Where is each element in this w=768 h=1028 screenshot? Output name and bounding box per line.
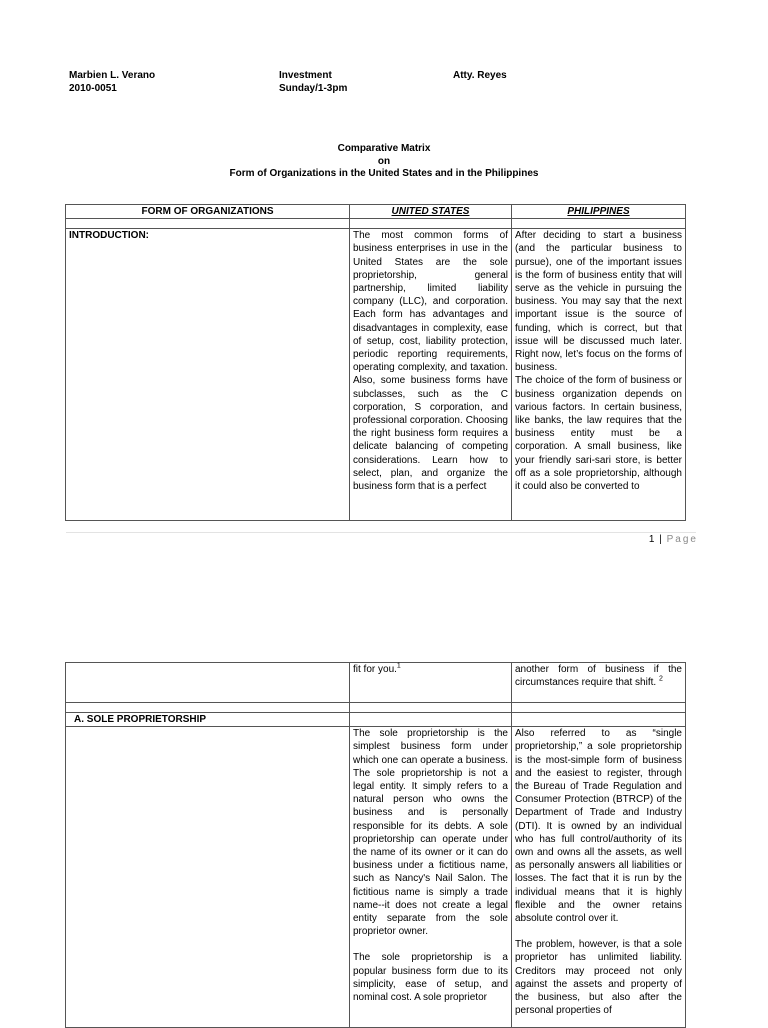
intro-ph-cell — [512, 229, 685, 520]
doc-title-line1: Comparative Matrix — [337, 143, 431, 154]
table-row-continuation — [66, 663, 686, 703]
sole-us-paragraph-1: The sole proprietorship is the simplest business form under which one can operate a business. The sole proprietorship is not a legal entity. It simply refers to a natural person who owns the business and is personally responsible for its debts. A sole proprietorship can operate under the name of its owner or it can do business under a fictitious name, such as Nancy's Nail Salon. The fictitious name is simply a trade name--it does not create a legal entity separate from the sole proprietor owner. — [353, 728, 508, 938]
intro-us-continued: fit for you.$^1$ — [350, 663, 512, 703]
footnote-ref-2: 2 — [658, 675, 663, 683]
sole-ph-paragraph-2: The problem, however, is that a sole proprietor has unlimited liability. Creditors may proceed not only against the assets and property of the business, but also after the personal properties of — [515, 939, 682, 1017]
intro-ph-paragraph-1: After deciding to start a business (and the particular business to pursue), one of the important issues is the form of business entity that will serve as the vehicle in pursuing the business. You may say that the next important issue is the source of funding, which is correct, but that issue will be discussed much later. Right now, let’s focus on the forms of business. — [515, 230, 682, 374]
section-label-sole-proprietorship: A. SOLE PROPRIETORSHIP — [66, 713, 350, 727]
author-name: Marbien L. Verano — [69, 70, 156, 81]
intro-ph-paragraph-2: The choice of the form of business or business organization depends on various factors. In certain business, like banks, the law requires that the business entity must be a corporation. A small business, like your friendly sari-sari store, is better off as a sole proprietorship, although it could also be converted to — [515, 375, 682, 493]
sole-ph-cell — [512, 727, 685, 1027]
table-row-introduction — [66, 229, 686, 521]
col-header-forms: FORM OF ORGANIZATIONS — [66, 205, 350, 219]
sole-ph-paragraph-1: Also referred to as “single proprietorship,” a sole proprietorship is the most-simple form of business and the easiest to register, through the Bureau of Trade Regulation and Consumer Protection (BTRCP) of the Department of Trade and Industry (DTI). It is owned by an individual who has full control/authority of its own and owns all the assets, as well as personally answers all liabilities or losses. The fact that it is run by the individual means that it is highly flexible and the owner retains absolute control over it. — [515, 728, 682, 925]
col-header-united-states: UNITED STATES — [350, 205, 512, 219]
sole-us-paragraph-2: The sole proprietorship is a popular business form due to its simplicity, ease of setup, and nominal cost. A sole proprietor — [353, 952, 508, 1004]
footnote-ref-1: 1 — [396, 662, 401, 670]
professor: Atty. Reyes — [453, 70, 507, 81]
sole-us-cell — [350, 727, 511, 1027]
table-header-row — [66, 205, 686, 219]
col-header-philippines: PHILIPPINES — [512, 205, 686, 219]
footer-rule — [66, 532, 696, 533]
intro-ph-continued: another form of business if the circumstances require that shift. $^2$ — [512, 663, 686, 703]
spacer-row — [66, 219, 686, 229]
subject: Investment — [279, 70, 332, 81]
comparative-matrix-table-continued — [65, 662, 686, 1028]
row-label-introduction: INTRODUCTION: — [66, 229, 350, 521]
table-row-sole-proprietorship — [66, 727, 686, 1028]
intro-us-text: The most common forms of business enterprises in use in the United States are the sole proprietorship, general partnership, limited liability company (LLC), and corporation. Each form has advantages and disadvantages in complexity, ease of setup, cost, liability protection, periodic reporting requirements, operating complexity, and taxation. Also, some business forms have subclasses, such as the C corporation, S corporation, and professional corporation. Choosing the right business form requires a delicate balancing of competing considerations. Learn how to select, plan, and organize the business form that is a perfect — [353, 230, 508, 493]
section-header-row — [66, 713, 686, 727]
schedule: Sunday/1-3pm — [279, 83, 348, 94]
student-id: 2010-0051 — [69, 83, 117, 94]
spacer-row — [66, 703, 686, 713]
doc-title-line2: on — [377, 156, 391, 167]
page-number: 1 | Page — [648, 534, 698, 545]
comparative-matrix-table — [65, 204, 686, 521]
doc-title-line3: Form of Organizations in the United States and in the Philippines — [229, 168, 539, 179]
